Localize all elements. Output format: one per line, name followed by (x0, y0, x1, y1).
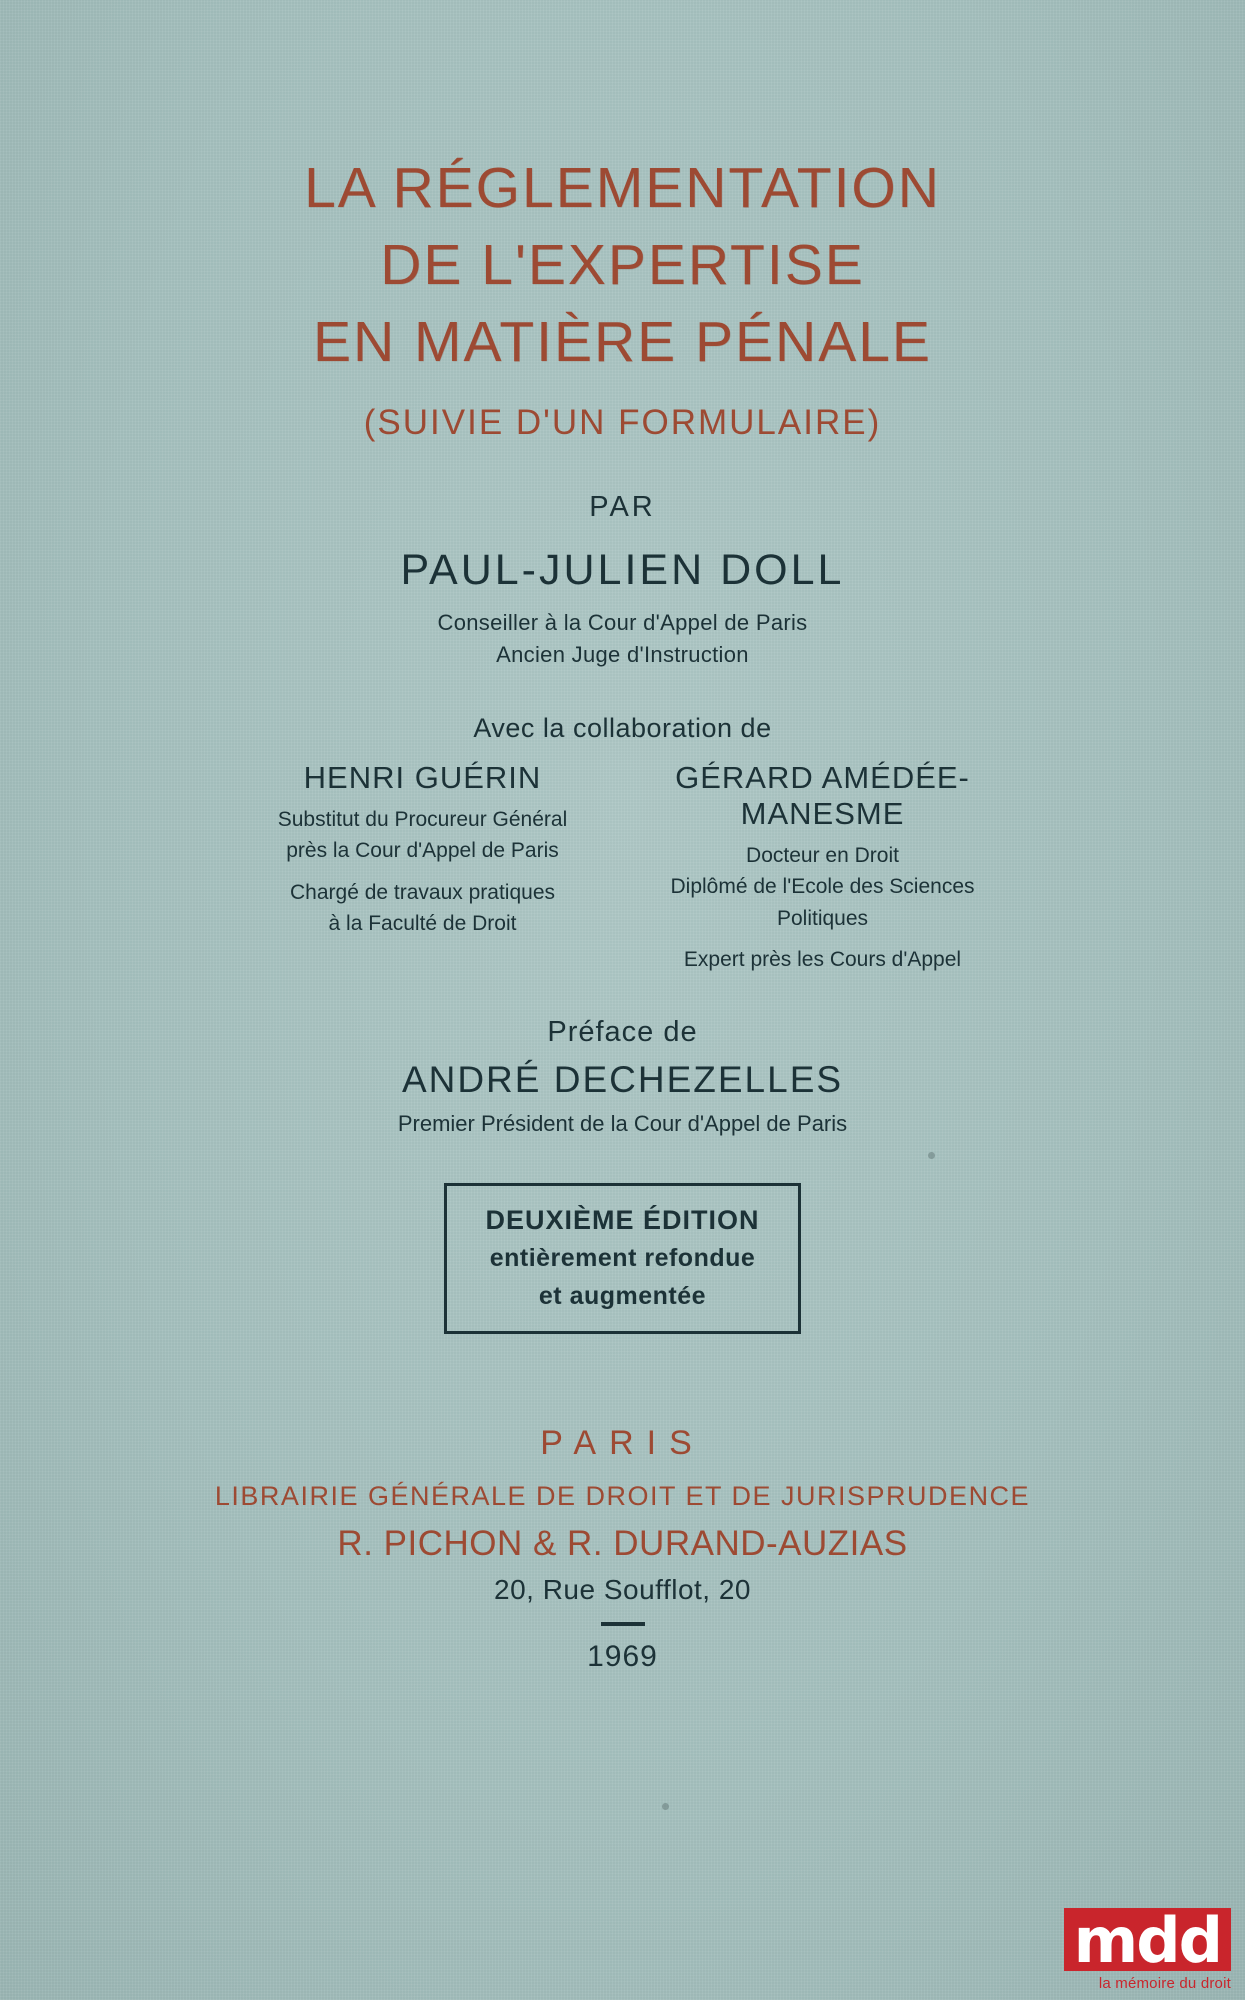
collaboration-label: Avec la collaboration de (473, 712, 772, 743)
scan-speck (662, 1803, 669, 1810)
mdd-tagline: la mémoire du droit (1098, 1975, 1231, 1992)
title-line-2: DE L'EXPERTISE (380, 232, 865, 297)
publication-year: 1969 (587, 1640, 658, 1674)
collaborator-1-titles (235, 804, 611, 940)
imprint-city: PARIS (540, 1424, 705, 1463)
edition-line-2: entièrement refondue (489, 1244, 756, 1273)
collaborator-2-title-4: Expert près les Cours d'Appel (683, 948, 962, 972)
imprint-block (0, 1424, 1245, 1674)
collaborator-1-title-3: Chargé de travaux pratiques (290, 880, 555, 904)
title-line-1: LA RÉGLEMENTATION (304, 156, 941, 220)
collaborators-row (0, 760, 1245, 976)
author-name: PAUL-JULIEN DOLL (400, 545, 845, 594)
watermark (1001, 1903, 1231, 1992)
collaborator-1-title-1: Substitut du Procureur Général (277, 807, 568, 831)
publisher-names: R. PICHON & R. DURAND-AUZIAS (337, 1524, 908, 1564)
book-subtitle: (SUIVIE D'UN FORMULAIRE) (363, 402, 882, 442)
preface-label: Préface de (547, 1015, 698, 1048)
author-title-2: Ancien Juge d'Instruction (496, 641, 749, 667)
divider-rule (601, 1622, 645, 1626)
author-title-1: Conseiller à la Cour d'Appel de Paris (437, 609, 808, 635)
publisher-address: 20, Rue Soufflot, 20 (494, 1574, 751, 1606)
preface-author-title: Premier Président de la Cour d'Appel de Paris (397, 1110, 848, 1136)
preface-author: ANDRÉ DECHEZELLES (401, 1058, 844, 1100)
edition-box (444, 1183, 800, 1335)
spacer (635, 934, 1011, 944)
collaborator-2-titles (635, 840, 1011, 976)
collaborator-1-title-2: près la Cour d'Appel de Paris (286, 839, 559, 863)
collaborator-2 (623, 760, 1023, 976)
scan-speck (928, 1152, 935, 1159)
collaborator-1 (223, 760, 623, 976)
collaborator-2-name: GÉRARD AMÉDÉE-MANESME (675, 759, 970, 831)
collaborator-2-title-1: Docteur en Droit (746, 843, 899, 867)
by-label: PAR (589, 490, 656, 523)
book-title (0, 150, 1245, 443)
edition-line-3: et augmentée (538, 1281, 707, 1310)
spacer (235, 867, 611, 877)
collaborator-2-title-3: Politiques (776, 906, 869, 930)
title-line-3: EN MATIÈRE PÉNALE (313, 309, 932, 374)
collaborator-2-title-2: Diplômé de l'Ecole des Sciences (670, 875, 975, 899)
publisher-line: LIBRAIRIE GÉNÉRALE DE DROIT ET DE JURISPRUDENCE (214, 1481, 1031, 1512)
mdd-logo: mdd (1064, 1908, 1231, 1971)
edition-line-1: DEUXIÈME ÉDITION (485, 1204, 760, 1235)
collaborator-1-name: HENRI GUÉRIN (303, 759, 542, 795)
collaborator-1-title-4: à la Faculté de Droit (328, 912, 517, 936)
author-titles (0, 607, 1245, 671)
